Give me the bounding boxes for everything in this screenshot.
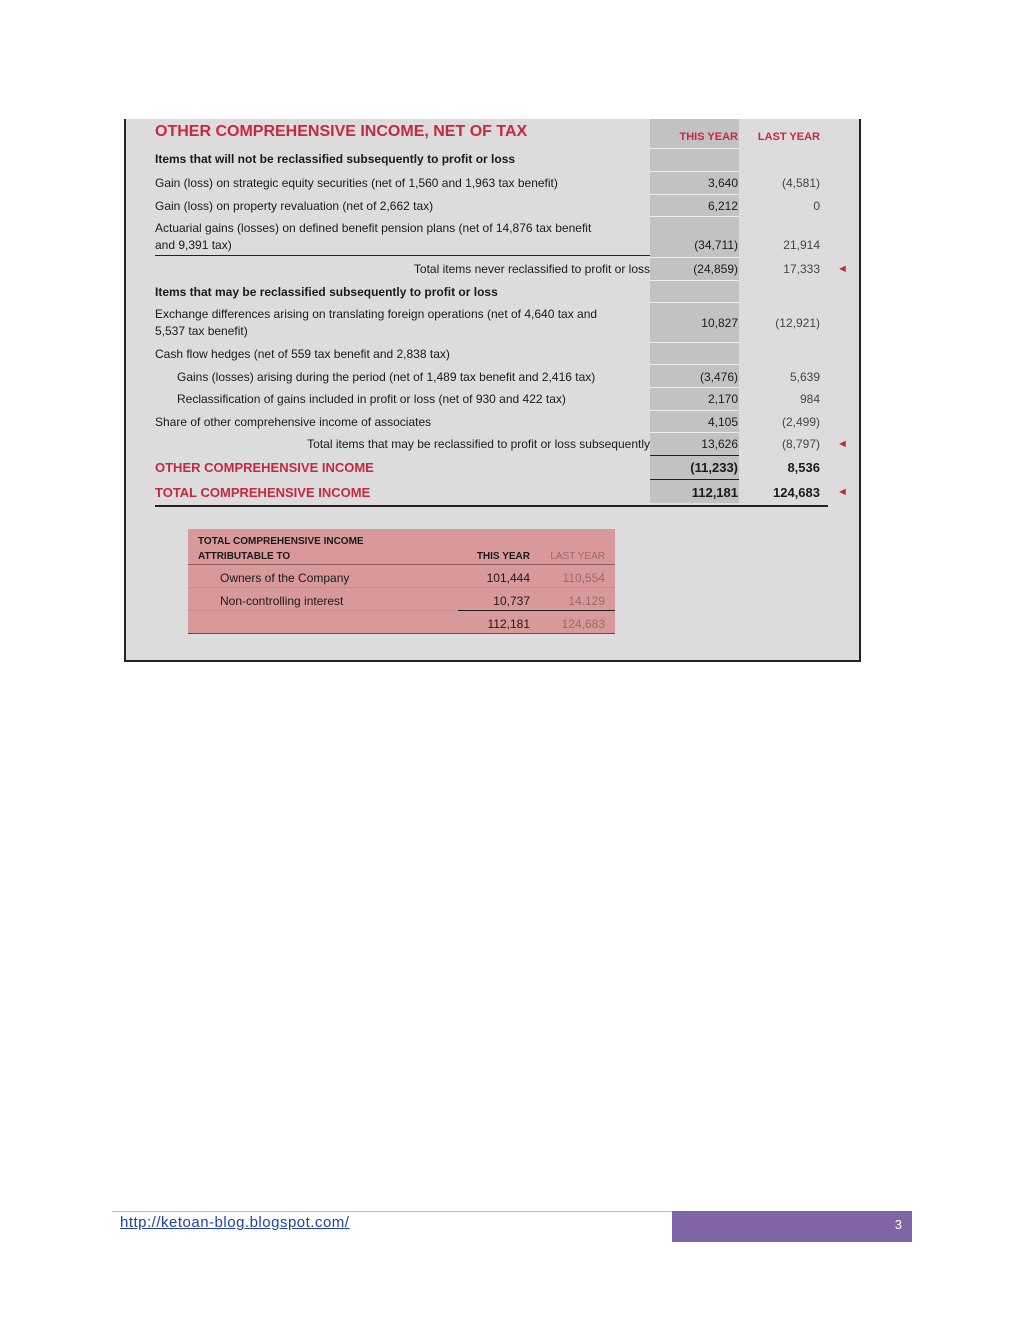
- column-separator: [650, 171, 739, 172]
- row-label: Gains (losses) arising during the period (net of 1,489 tax benefit and 2,416 tax): [177, 370, 596, 384]
- this-year-value: 101,444: [486, 571, 530, 585]
- row-label: Owners of the Company: [220, 571, 350, 585]
- column-separator: [650, 216, 739, 217]
- this-year-header: THIS YEAR: [679, 131, 738, 143]
- row-label: Exchange differences arising on translating foreign operations (net of 4,640 tax and: [155, 307, 598, 321]
- section-heading-label: Items that may be reclassified subsequently to profit or loss: [155, 285, 498, 299]
- column-separator: [650, 387, 739, 388]
- last-year-value: 5,639: [789, 370, 820, 384]
- row-label: Cash flow hedges (net of 559 tax benefit and 2,838 tax): [155, 347, 450, 361]
- last-year-value: 14.129: [568, 594, 605, 608]
- last-year-value: 124,683: [773, 485, 820, 500]
- column-separator: [650, 364, 739, 365]
- row-label: Gain (loss) on property revaluation (net of 2,662 tax): [155, 199, 434, 213]
- row-label-continued: 5,537 tax benefit): [155, 324, 248, 338]
- divider: [188, 564, 615, 565]
- row-label: Share of other comprehensive income of associates: [155, 415, 432, 429]
- last-year-value: 984: [799, 392, 820, 406]
- this-year-header: THIS YEAR: [476, 551, 530, 562]
- attributable-subtitle: ATTRIBUTABLE TO: [198, 551, 291, 562]
- page-number: 3: [894, 1217, 902, 1232]
- this-year-value: 10,827: [701, 316, 738, 330]
- column-separator: [650, 280, 739, 281]
- divider: [155, 255, 650, 256]
- row-label-continued: and 9,391 tax): [155, 238, 232, 252]
- divider: [188, 633, 615, 634]
- column-separator: [650, 148, 739, 149]
- column-separator: [650, 257, 739, 258]
- tci-label: TOTAL COMPREHENSIVE INCOME: [155, 485, 371, 500]
- last-year-value: 8,536: [787, 460, 820, 475]
- last-year-value: (2,499): [781, 415, 820, 429]
- attributable-title: TOTAL COMPREHENSIVE INCOME: [198, 536, 364, 547]
- row-label: Actuarial gains (losses) on defined benefit pension plans (net of 14,876 tax benefit: [155, 221, 592, 235]
- divider: [650, 455, 739, 456]
- last-year-value: 110,554: [562, 571, 605, 585]
- divider: [458, 610, 615, 611]
- this-year-value: (3,476): [699, 370, 738, 384]
- column-separator: [650, 194, 739, 195]
- bottom-rule: [155, 505, 828, 507]
- divider: [188, 610, 458, 611]
- this-year-value: (24,859): [693, 262, 738, 276]
- subtotal-label: Total items never reclassified to profit or loss: [413, 262, 650, 276]
- section-heading-label: Items that will not be reclassified subsequently to profit or loss: [155, 152, 516, 166]
- this-year-value: 13,626: [701, 437, 738, 451]
- column-separator: [650, 302, 739, 303]
- last-year-value: 0: [813, 199, 820, 213]
- footer-rule: [112, 1211, 672, 1212]
- last-year-value: 17,333: [783, 262, 820, 276]
- this-year-value: (11,233): [690, 460, 738, 475]
- this-year-total: 112,181: [487, 617, 530, 631]
- last-year-value: (8,797): [781, 437, 820, 451]
- footer-link[interactable]: http://ketoan-blog.blogspot.com/: [120, 1214, 350, 1231]
- last-year-header: LAST YEAR: [757, 131, 820, 143]
- this-year-value: 6,212: [707, 199, 738, 213]
- row-label: Reclassification of gains included in profit or loss (net of 930 and 422 tax): [177, 392, 566, 406]
- this-year-value: 10,737: [493, 594, 530, 608]
- attributable-table: [188, 529, 615, 634]
- statement-title: OTHER COMPREHENSIVE INCOME, NET OF TAX: [155, 123, 528, 140]
- subtotal-label: Total items that may be reclassified to profit or loss subsequently: [307, 437, 650, 451]
- pointer-arrow-icon: ◄: [837, 263, 848, 275]
- oci-label: OTHER COMPREHENSIVE INCOME: [155, 460, 374, 475]
- last-year-value: 21,914: [783, 238, 820, 252]
- divider: [188, 587, 615, 588]
- last-year-header: LAST YEAR: [550, 551, 605, 562]
- footer-page-bar: [672, 1211, 912, 1242]
- column-separator: [650, 342, 739, 343]
- this-year-value: 112,181: [691, 485, 738, 500]
- pointer-arrow-icon: ◄: [837, 438, 848, 450]
- divider: [650, 479, 739, 480]
- this-year-value: 4,105: [707, 415, 738, 429]
- last-year-total: 124,683: [561, 617, 605, 631]
- last-year-value: (4,581): [781, 176, 820, 190]
- column-separator: [650, 432, 739, 433]
- this-year-value: 2,170: [707, 392, 738, 406]
- row-label: Gain (loss) on strategic equity securities (net of 1,560 and 1,963 tax benefit): [155, 176, 558, 190]
- this-year-value: 3,640: [707, 176, 738, 190]
- this-year-value: (34,711): [694, 238, 738, 252]
- pointer-arrow-icon: ◄: [837, 486, 848, 498]
- column-separator: [650, 410, 739, 411]
- row-label: Non-controlling interest: [220, 594, 344, 608]
- last-year-value: (12,921): [775, 316, 820, 330]
